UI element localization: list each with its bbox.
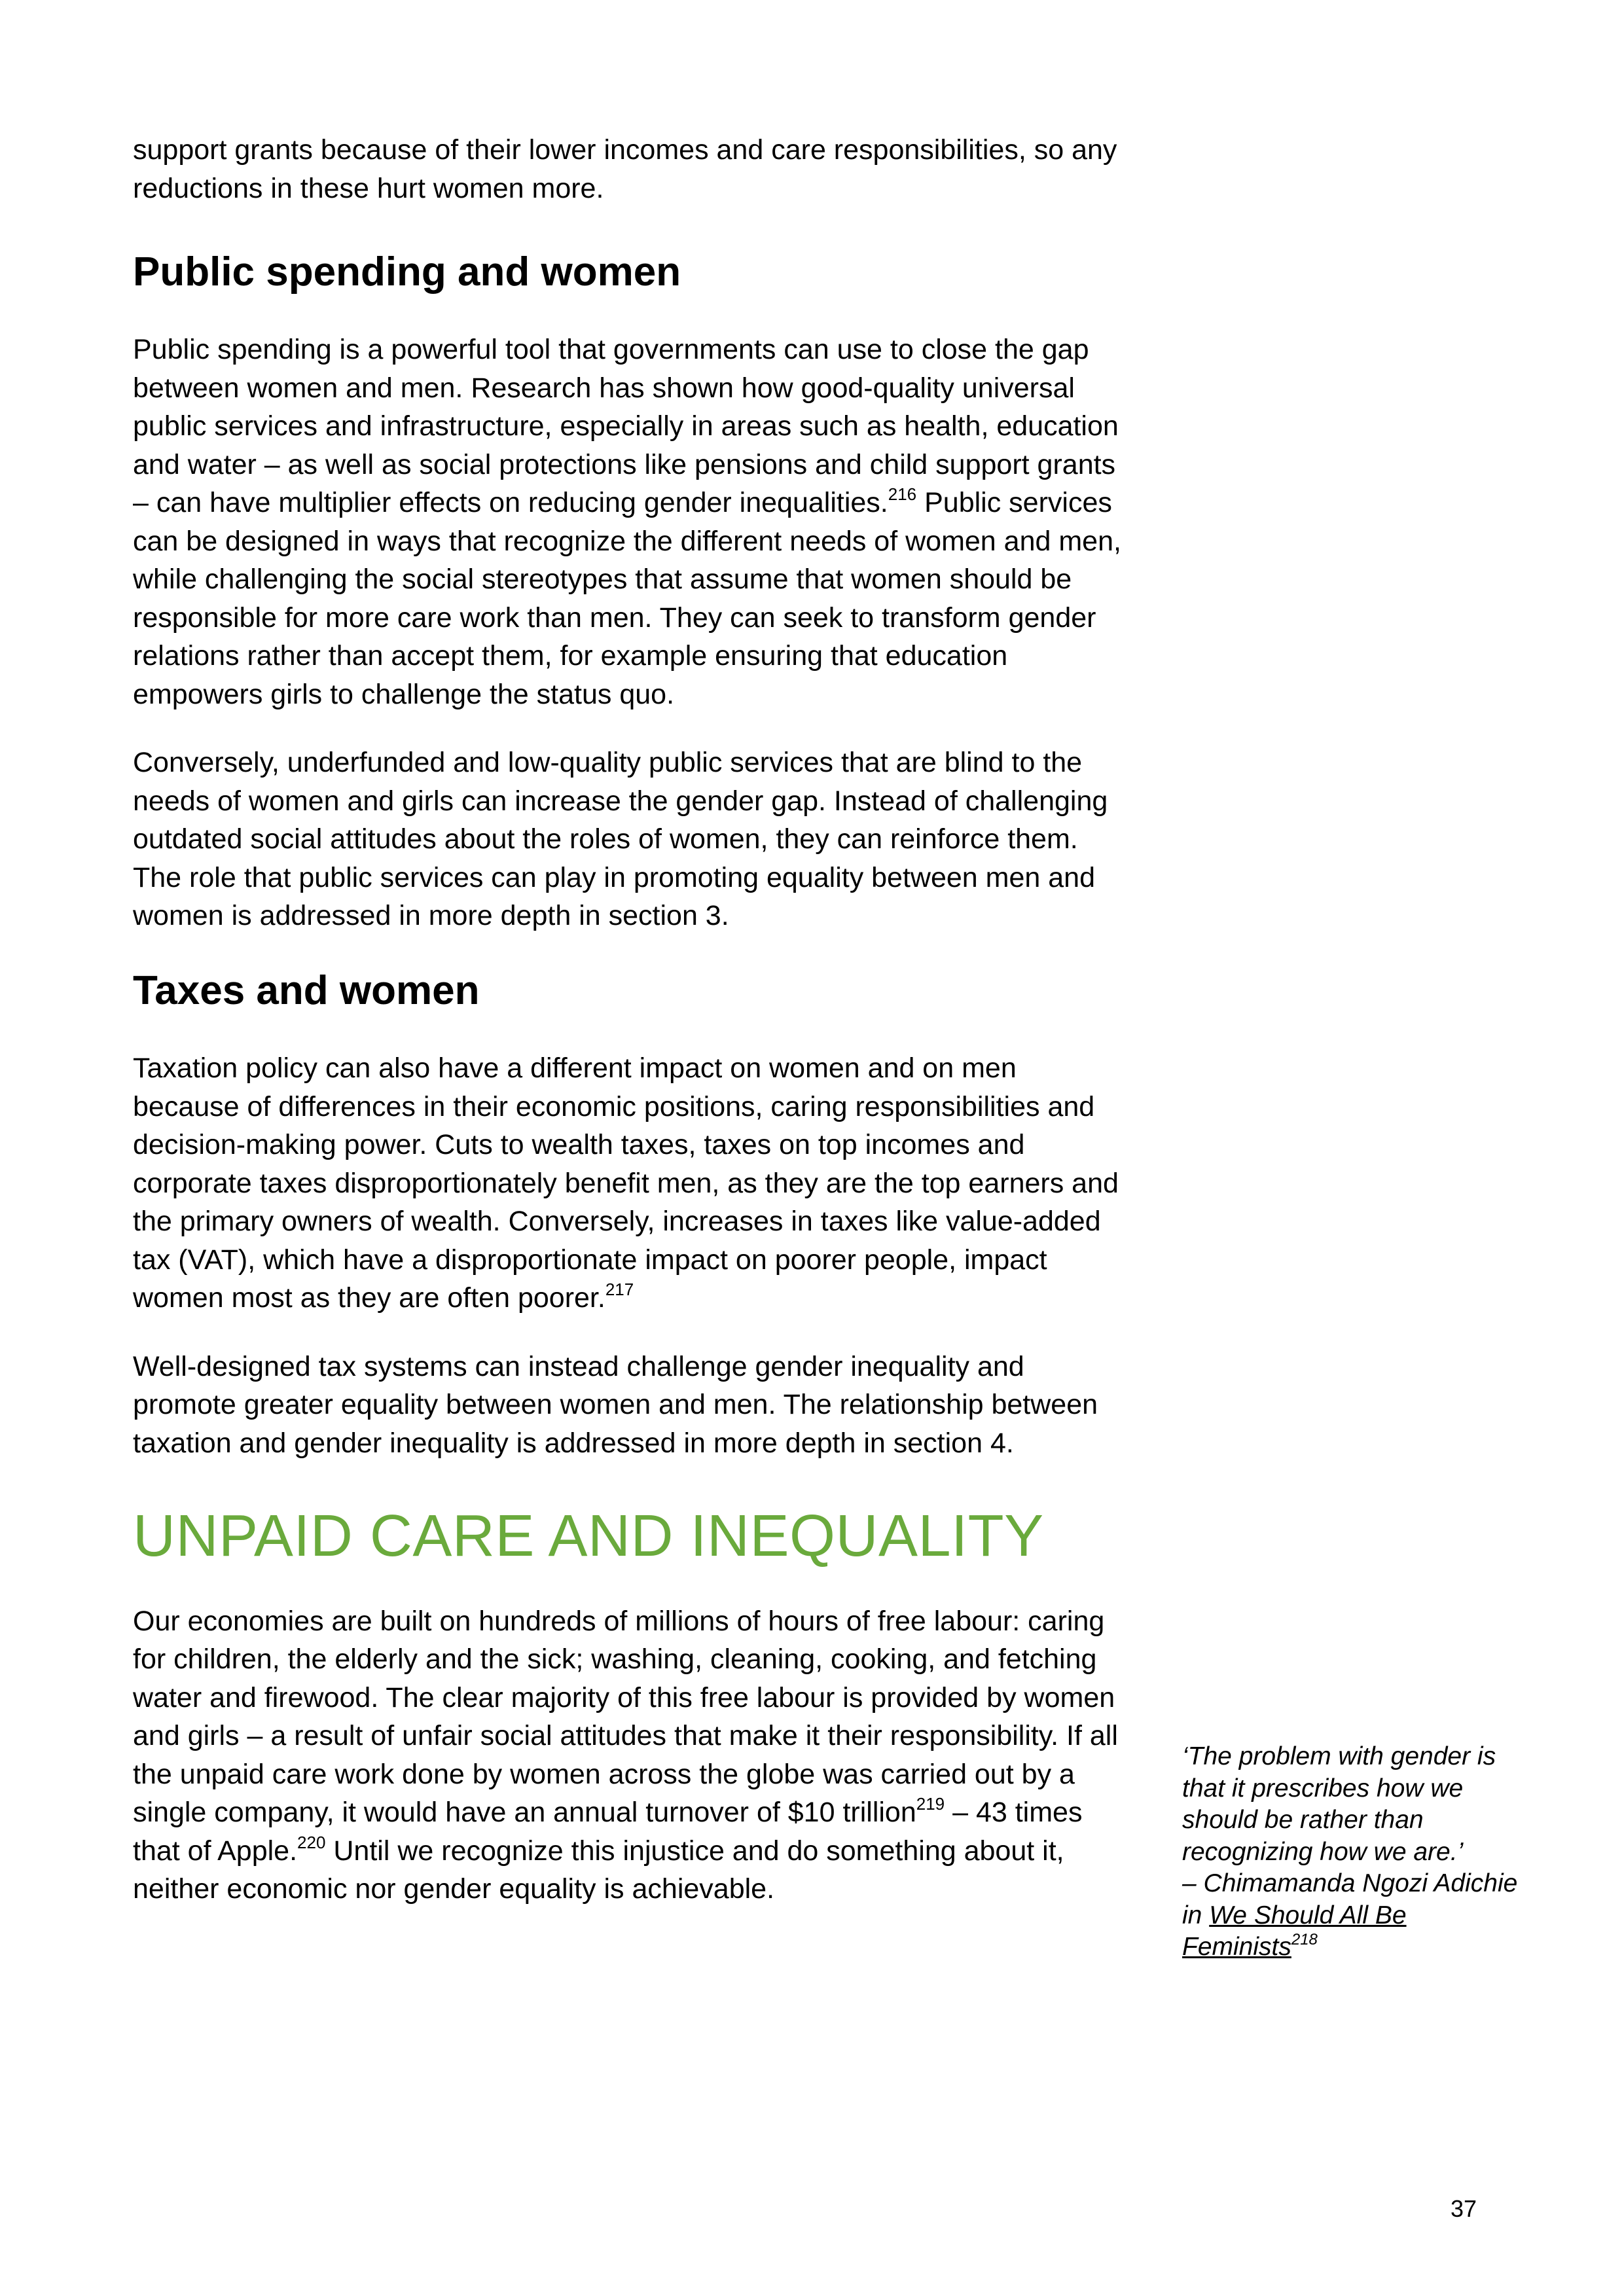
unpaid-care-paragraph: Our economies are built on hundreds of millions of hours of free labour: caring for children, the elderly and the sick; washing, cleaning, cooking, and fetching water and firewood. The clear majority of this free labour is provided by women and girls – a result of unfair social attitudes that make it their responsibility. If all the unpaid care work done by women across the globe was carried out by a single company, it would have an annual turnover of $10 trillion$^{219}$ – 43 times that of Apple.$^{220}$ Until we recognize this injustice and do something about it, neither economic nor gender equality is achievable. <box>133 1605 1118 1905</box>
page-number: 37 <box>1451 2195 1477 2222</box>
footnote-ref-218: 218 <box>1291 1931 1318 1948</box>
public-spending-paragraph-2: Conversely, underfunded and low-quality public services that are blind to the needs of women and girls can increase the gender gap. Instead of challenging outdated social attitudes about the roles of women, they can reinforce them. The role that public services can play in promoting equality between men and women is addressed in more depth in section 3. <box>133 747 1108 932</box>
footnote-ref-220: 220 <box>297 1832 326 1852</box>
quote-book-title: We Should All Be Feminists <box>1182 1901 1407 1961</box>
public-spending-paragraph-1: Public spending is a powerful tool that governments can use to close the gap between women and men. Research has shown how good-quality universal public services and infrastructure, especially in areas such as health, education and water – as well as social protections like pensions and child support grants – can have multiplier effects on reducing gender inequalities.$^{216}$ Public services can be designed in ways that recognize the different needs of women and men, while challenging the social stereotypes that assume that women should be responsible for more care work than men. They can seek to transform gender relations rather than accept them, for example ensuring that education empowers girls to challenge the status quo. <box>133 334 1121 710</box>
taxes-heading: Taxes and women <box>133 967 480 1013</box>
unpaid-care-heading: UNPAID CARE AND INEQUALITY <box>133 1503 1044 1570</box>
public-spending-heading: Public spending and women <box>133 249 681 295</box>
intro-paragraph: support grants because of their lower incomes and care responsibilities, so any reductions in these hurt women more. <box>133 134 1117 204</box>
quote-text: ‘The problem with gender is that it prescribes how we should be rather than recognizing how we are.’ <box>1182 1742 1496 1866</box>
footnote-ref-219: 219 <box>916 1794 945 1814</box>
taxes-paragraph-2: Well-designed tax systems can instead challenge gender inequality and promote greater equality between women and men. The relationship between taxation and gender inequality is addressed in more depth in section 4. <box>133 1350 1098 1459</box>
quote-attribution: – Chimamanda Ngozi Adichie in <box>1182 1869 1518 1929</box>
footnote-ref-217: 217 <box>605 1280 634 1300</box>
main-column <box>133 131 1128 1939</box>
taxes-paragraph-1: Taxation policy can also have a different impact on women and on men because of differences in their economic positions, caring responsibilities and decision-making power. Cuts to wealth taxes, taxes on top incomes and corporate taxes disproportionately benefit men, as they are the top earners and the primary owners of wealth. Conversely, increases in taxes like value-added tax (VAT), which have a disproportionate impact on poorer people, impact women most as they are often poorer.$^{217}$ <box>133 1052 1119 1314</box>
sidebar-quote <box>1182 1741 1523 1964</box>
footnote-ref-216: 216 <box>888 484 917 505</box>
